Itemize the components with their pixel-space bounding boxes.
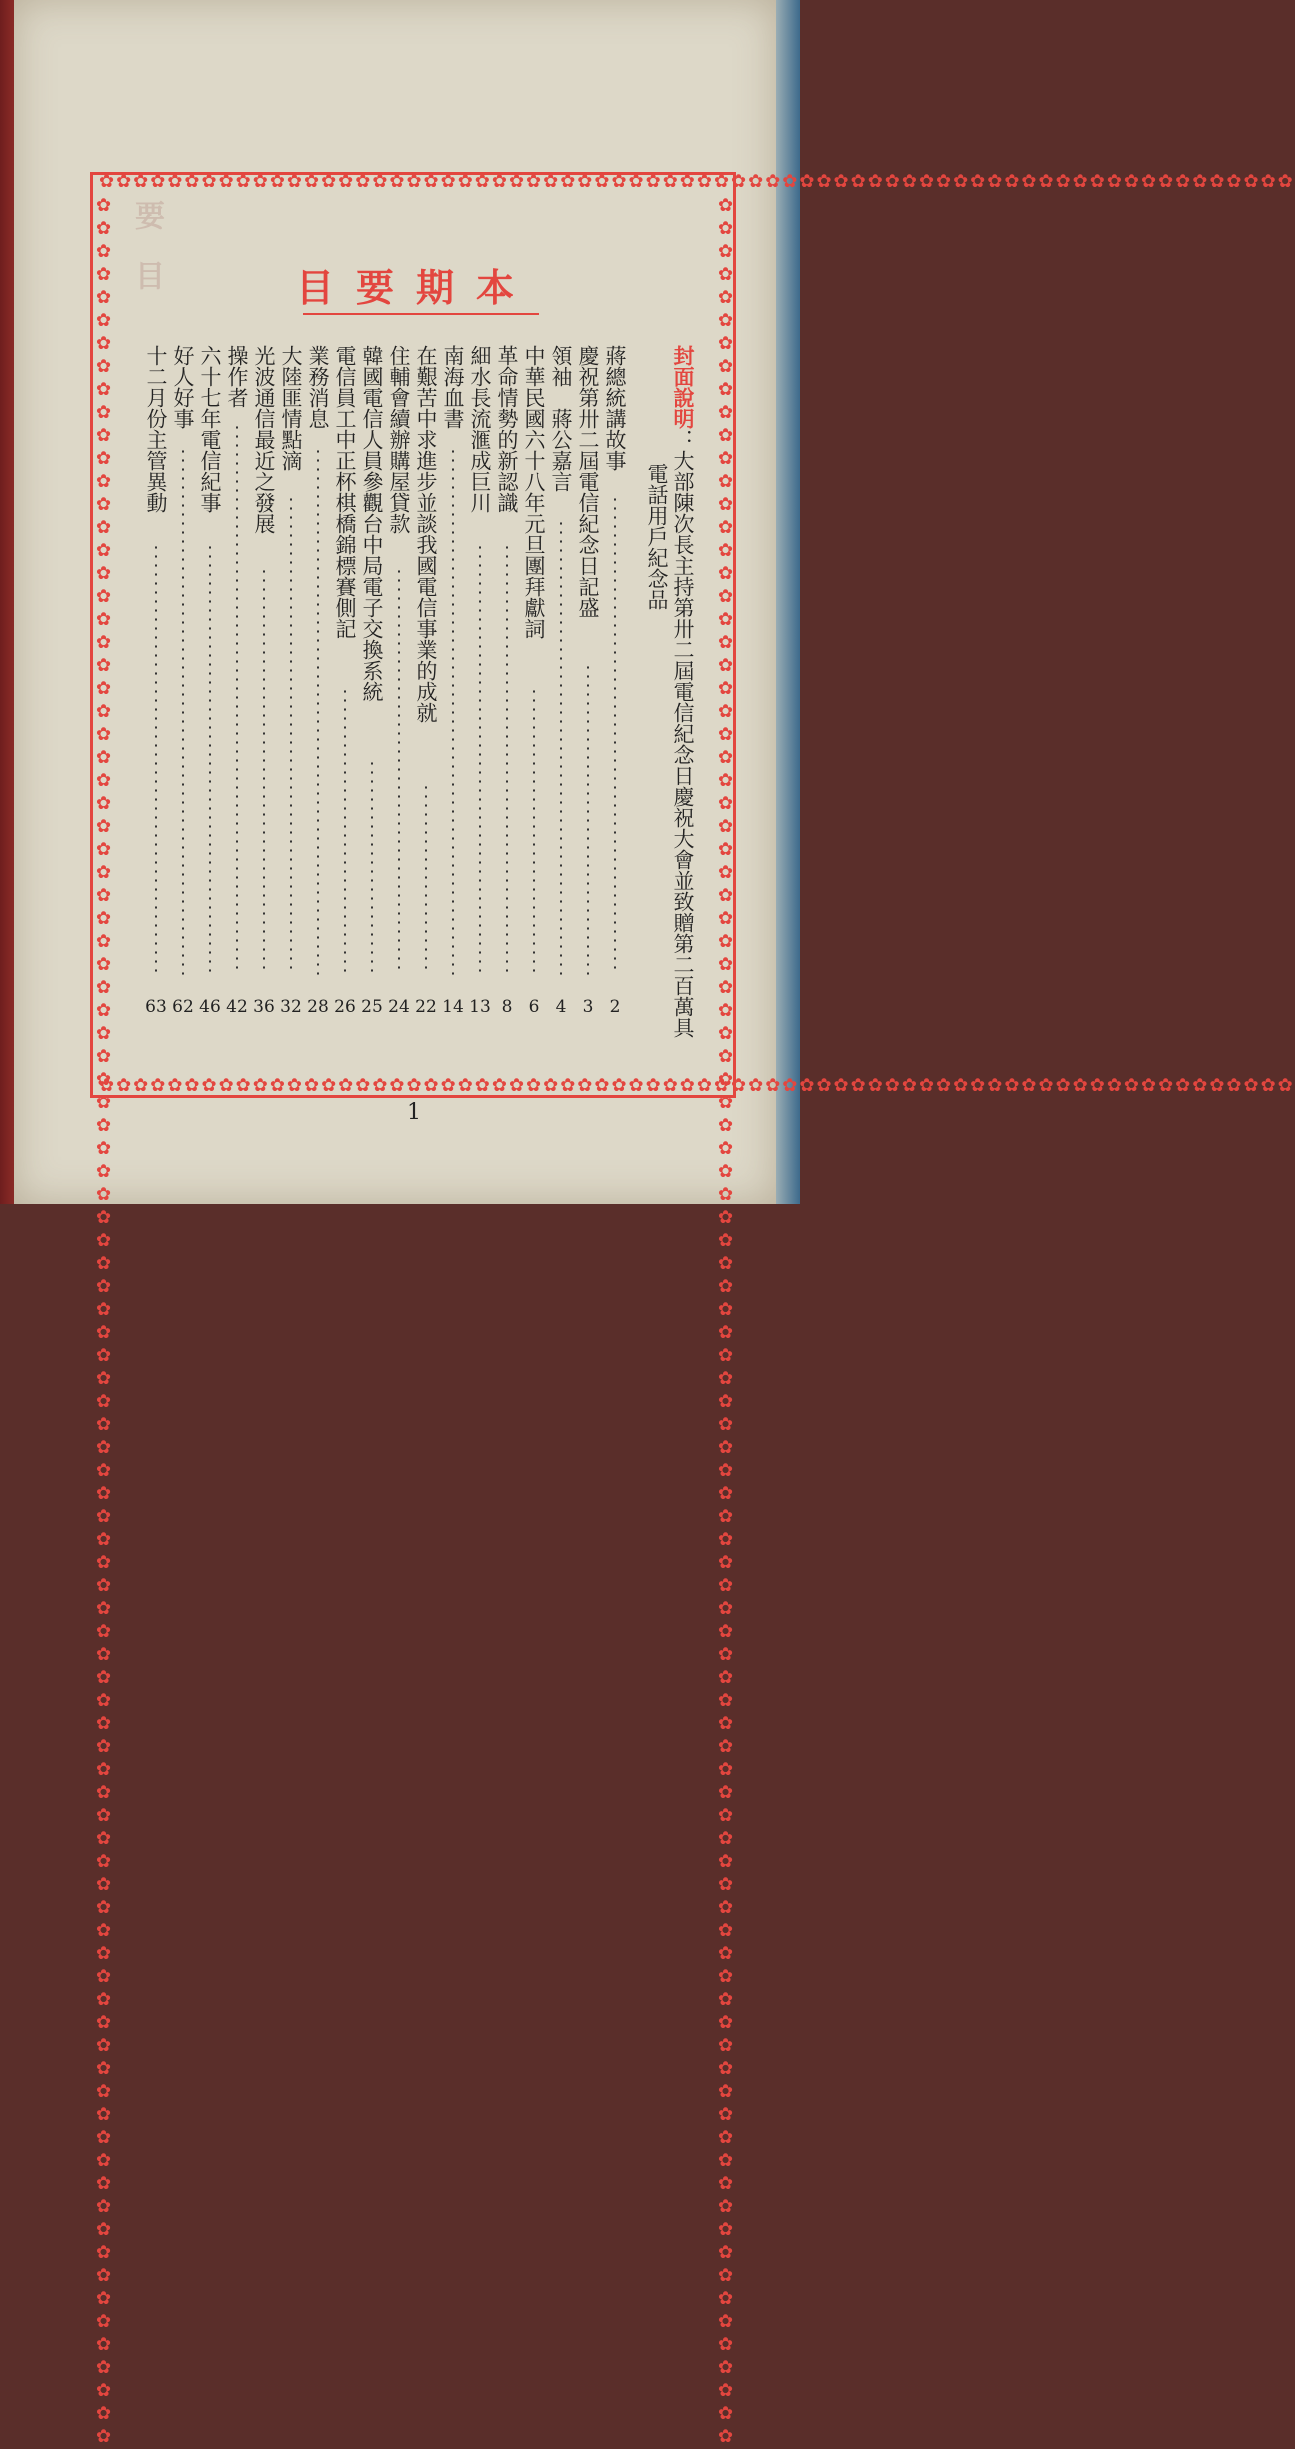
toc-leader-dots [371, 759, 373, 975]
toc-page-number: 32 [280, 997, 302, 1017]
toc-page-number: 24 [388, 997, 410, 1017]
toc-leader-dots [344, 687, 346, 975]
cover-text-line2: 電話用戶紀念品 [645, 463, 669, 610]
toc-entry-title: 十二月份主管異動 [144, 345, 168, 513]
toc-leader-dots [560, 519, 562, 975]
page-number: 1 [407, 1100, 421, 1125]
toc-leader-dots [425, 783, 427, 975]
toc-entry-title: 好人好事 [171, 345, 195, 429]
toc-leader-dots [263, 567, 265, 975]
book-page [14, 0, 1295, 2449]
title-underline [303, 313, 539, 315]
toc-entry [198, 345, 222, 513]
toc-page-number: 2 [609, 997, 621, 1017]
toc-entry [144, 345, 168, 513]
toc-page-number: 22 [415, 997, 437, 1017]
toc-page-number: 3 [582, 997, 594, 1017]
toc-page-number: 14 [442, 997, 464, 1017]
toc-entry-title: 領袖 蔣公嘉言 [549, 345, 573, 492]
cover-description [671, 345, 695, 1038]
toc-leader-dots [236, 423, 238, 975]
toc-entry [441, 345, 465, 429]
toc-leader-dots [317, 447, 319, 975]
toc-page-number: 25 [361, 997, 383, 1017]
toc-leader-dots [398, 567, 400, 975]
cover-description-cont [645, 463, 669, 610]
toc-entry-title: 業務消息 [306, 345, 330, 429]
ornamental-border [90, 171, 1295, 2449]
toc-page-number: 42 [226, 997, 248, 1017]
toc-entry-title: 在艱苦中求進步並談我國電信事業的成就 [414, 345, 438, 723]
border-ornament-right: ✿✿✿✿✿✿✿✿✿✿✿✿✿✿✿✿✿✿✿✿✿✿✿✿✿✿✿✿✿✿✿✿✿✿✿✿✿✿✿✿✿✿✿✿✿✿✿✿✿✿✿✿✿✿✿✿✿✿✿✿✿✿✿✿✿✿✿✿✿✿✿✿✿✿✿✿✿✿✿✿✿✿✿✿✿✿✿✿✿✿✿✿✿✿✿✿✿✿ [715, 195, 736, 2449]
toc-entry-title: 大陸匪情點滴 [279, 345, 303, 471]
toc-page-number: 28 [307, 997, 329, 1017]
toc-entry-title: 革命情勢的新認識 [495, 345, 519, 513]
page-title: 目要期本 [295, 266, 536, 310]
toc-page-number: 13 [469, 997, 491, 1017]
toc-leader-dots [452, 447, 454, 975]
toc-page-number: 36 [253, 997, 275, 1017]
toc-entry-title: 蔣總統講故事 [603, 345, 627, 471]
toc-entry [252, 345, 276, 534]
bleed-through-text: 要 目 [129, 200, 164, 290]
border-ornament-bottom: ✿✿✿✿✿✿✿✿✿✿✿✿✿✿✿✿✿✿✿✿✿✿✿✿✿✿✿✿✿✿✿✿✿✿✿✿✿✿✿✿✿✿✿✿✿✿✿✿✿✿✿✿✿✿✿✿✿✿✿✿✿✿✿✿✿✿✿✿✿✿ [99, 1075, 1295, 1096]
toc-entry [468, 345, 492, 513]
cover-text-line1: ：大部陳次長主持第卅二屆電信紀念日慶祝大會並致贈第二百萬具 [671, 429, 695, 1038]
toc-page-number: 62 [172, 997, 194, 1017]
toc-entry [576, 345, 600, 618]
toc-page-number: 6 [528, 997, 540, 1017]
toc-entry-title: 細水長流滙成巨川 [468, 345, 492, 513]
toc-entry [360, 345, 384, 702]
border-ornament-left: ✿✿✿✿✿✿✿✿✿✿✿✿✿✿✿✿✿✿✿✿✿✿✿✿✿✿✿✿✿✿✿✿✿✿✿✿✿✿✿✿✿✿✿✿✿✿✿✿✿✿✿✿✿✿✿✿✿✿✿✿✿✿✿✿✿✿✿✿✿✿✿✿✿✿✿✿✿✿✿✿✿✿✿✿✿✿✿✿✿✿✿✿✿✿✿✿✿✿ [93, 195, 114, 2449]
toc-leader-dots [155, 543, 157, 975]
toc-entry [522, 345, 546, 639]
cover-label: 封面說明 [671, 345, 696, 429]
toc-entry [495, 345, 519, 513]
toc-leader-dots [209, 543, 211, 975]
toc-entry [279, 345, 303, 471]
toc-page-number: 4 [555, 997, 567, 1017]
toc-entry [225, 345, 249, 408]
toc-leader-dots [479, 543, 481, 975]
toc-leader-dots [182, 447, 184, 975]
toc-page-number: 46 [199, 997, 221, 1017]
toc-leader-dots [290, 495, 292, 975]
toc-entry-title: 光波通信最近之發展 [252, 345, 276, 534]
toc-entry [306, 345, 330, 429]
toc-entry [333, 345, 357, 639]
toc-entry-title: 韓國電信人員參觀台中局電子交換系統 [360, 345, 384, 702]
toc-entry [603, 345, 627, 471]
toc-page-number: 63 [145, 997, 167, 1017]
toc-entry-title: 南海血書 [441, 345, 465, 429]
toc-entry-title: 住輔會續辦購屋貸款 [387, 345, 411, 534]
toc-leader-dots [533, 687, 535, 975]
toc-leader-dots [506, 543, 508, 975]
toc-page-number: 8 [501, 997, 513, 1017]
toc-entry-title: 中華民國六十八年元旦團拜獻詞 [522, 345, 546, 639]
toc-entry [549, 345, 573, 492]
toc-entry [414, 345, 438, 723]
toc-entry [387, 345, 411, 534]
toc-page-number: 26 [334, 997, 356, 1017]
toc-entry-title: 操作者 [225, 345, 249, 408]
toc-leader-dots [587, 663, 589, 975]
border-ornament-top: ✿✿✿✿✿✿✿✿✿✿✿✿✿✿✿✿✿✿✿✿✿✿✿✿✿✿✿✿✿✿✿✿✿✿✿✿✿✿✿✿✿✿✿✿✿✿✿✿✿✿✿✿✿✿✿✿✿✿✿✿✿✿✿✿✿✿✿✿✿✿ [99, 171, 1295, 192]
toc-entry-title: 六十七年電信紀事 [198, 345, 222, 513]
toc-leader-dots [614, 495, 616, 975]
toc-entry-title: 電信員工中正杯棋橋錦標賽側記 [333, 345, 357, 639]
toc-entry [171, 345, 195, 429]
toc-entry-title: 慶祝第卅二屆電信紀念日記盛 [576, 345, 600, 618]
